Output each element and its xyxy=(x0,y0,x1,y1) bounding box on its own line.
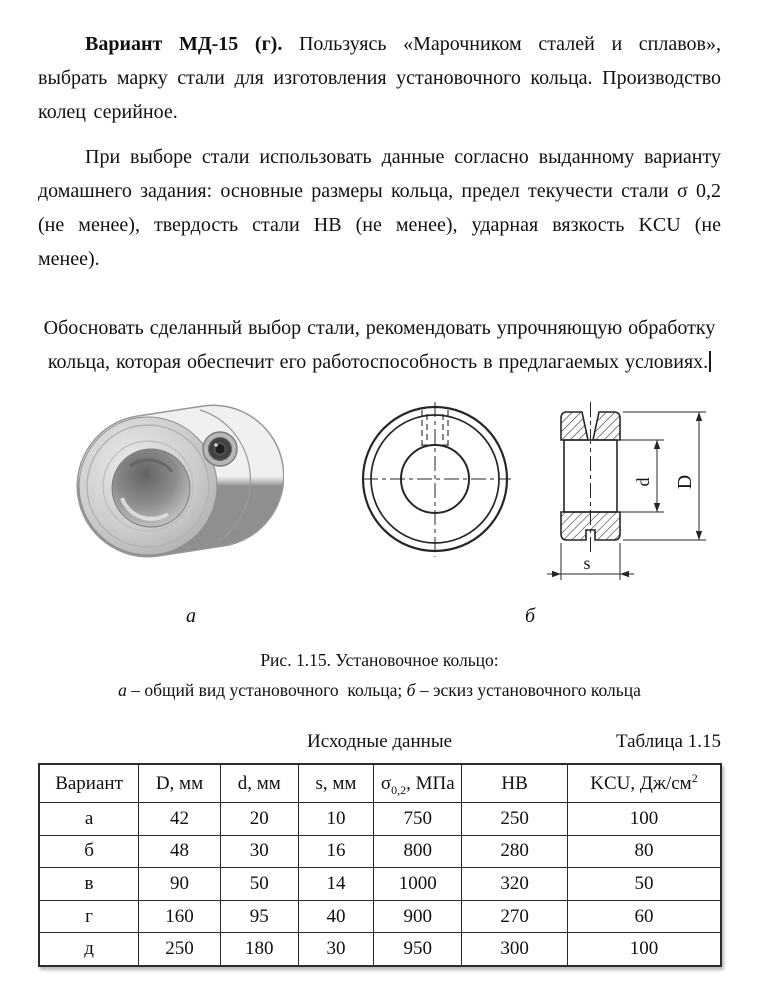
table-cell[interactable]: 40 xyxy=(298,900,374,933)
set-screw xyxy=(203,432,237,466)
paragraph-task-text[interactable]: Пользуясь «Марочником сталей и сплавов», выбрать марку стали для изготовления установочного кольца. Производство колец серийное. xyxy=(38,33,721,123)
table-cell[interactable]: 950 xyxy=(374,933,462,966)
column-header-sigma[interactable] xyxy=(374,764,462,803)
paragraph-justify-choice[interactable] xyxy=(38,311,721,379)
table-cell[interactable]: б xyxy=(39,835,139,868)
kcu-units: KCU, Дж/см xyxy=(590,772,692,794)
ring-sketch-image xyxy=(361,394,715,594)
section-view xyxy=(561,402,620,552)
table-cell[interactable]: 90 xyxy=(139,868,221,901)
variant-label[interactable]: Вариант МД-15 (г). xyxy=(85,33,283,55)
paragraph-task[interactable] xyxy=(38,27,721,129)
sigma-symbol: σ xyxy=(380,772,392,794)
table-cell[interactable]: 180 xyxy=(220,933,298,966)
table-row xyxy=(39,803,721,836)
caption-b-text: – эскиз установочного кольца xyxy=(415,680,641,700)
table-cell[interactable]: 16 xyxy=(298,835,374,868)
table-cell[interactable]: 42 xyxy=(139,803,221,836)
table-row xyxy=(39,835,721,868)
table-cell[interactable]: г xyxy=(39,900,139,933)
figure-caption[interactable] xyxy=(38,645,721,705)
table-cell[interactable]: 160 xyxy=(139,900,221,933)
figure-caption-title: Рис. 1.15. Установочное кольцо: xyxy=(260,650,499,670)
table-cell[interactable]: 250 xyxy=(462,803,568,836)
front-view xyxy=(363,402,511,557)
table-cell[interactable]: 80 xyxy=(567,835,721,868)
dim-label-D: D xyxy=(674,474,696,490)
ring-photo[interactable] xyxy=(72,392,284,599)
table-cell[interactable]: 30 xyxy=(220,835,298,868)
figure-label-b: б xyxy=(525,605,536,627)
table-number: Таблица 1.15 xyxy=(615,731,721,752)
column-header-s[interactable]: s, мм xyxy=(298,764,374,803)
table-cell[interactable]: 250 xyxy=(139,933,221,966)
sigma-subscript: 0,2 xyxy=(391,782,407,797)
table-cell[interactable]: 60 xyxy=(567,900,721,933)
table-cell[interactable]: в xyxy=(39,868,139,901)
caption-a-text: – общий вид установочного кольца; xyxy=(126,680,407,700)
ring-sketch[interactable] xyxy=(361,394,715,599)
table-cell[interactable]: 50 xyxy=(220,868,298,901)
column-header-d[interactable]: d, мм xyxy=(220,764,298,803)
paragraph-justify-choice-text[interactable]: Обосновать сделанный выбор стали, рекомендовать упрочняющую обработку кольца, которая обеспечит его работоспособность в предлагаемых условиях. xyxy=(43,317,716,373)
table-cell[interactable]: 100 xyxy=(567,933,721,966)
table-cell[interactable]: а xyxy=(39,803,139,836)
figure-label-a: а xyxy=(186,605,196,627)
table-cell[interactable]: 800 xyxy=(374,835,462,868)
table-heading-row xyxy=(38,731,721,759)
caption-b-label: б xyxy=(406,680,416,700)
table-row xyxy=(39,900,721,933)
sigma-units: , МПа xyxy=(406,772,455,794)
figure-1-15[interactable] xyxy=(38,392,721,637)
table-cell[interactable]: 48 xyxy=(139,835,221,868)
paragraph-conditions[interactable]: При выборе стали использовать данные согласно выданному варианту домашнего задания: основные размеры кольца, предел текучести стали σ 0,2 (не менее), твердость стали НВ (не менее), ударная вязкость KCU (не менее). xyxy=(38,146,721,270)
table-cell[interactable]: 95 xyxy=(220,900,298,933)
caption-a-label: а xyxy=(118,680,127,700)
table-row xyxy=(39,868,721,901)
table-cell[interactable]: 10 xyxy=(298,803,374,836)
table-cell[interactable]: 30 xyxy=(298,933,374,966)
table-cell[interactable]: 100 xyxy=(567,803,721,836)
ring-photo-image xyxy=(72,392,284,594)
table-cell[interactable]: 20 xyxy=(220,803,298,836)
table-row xyxy=(39,933,721,966)
column-header-variant[interactable]: Вариант xyxy=(39,764,139,803)
table-cell[interactable]: 50 xyxy=(567,868,721,901)
table-cell[interactable]: 320 xyxy=(462,868,568,901)
dim-label-d: d xyxy=(633,477,653,487)
table-cell[interactable]: 300 xyxy=(462,933,568,966)
text-cursor xyxy=(709,351,711,372)
data-table[interactable] xyxy=(38,763,722,967)
dim-label-s: s xyxy=(583,553,591,573)
table-cell[interactable]: 280 xyxy=(462,835,568,868)
column-header-KCU[interactable] xyxy=(567,764,721,803)
column-header-D[interactable]: D, мм xyxy=(139,764,221,803)
table-title: Исходные данные xyxy=(306,731,453,752)
table-cell[interactable]: 270 xyxy=(462,900,568,933)
table-cell[interactable]: 14 xyxy=(298,868,374,901)
collar-bore xyxy=(112,449,190,527)
table-cell[interactable]: д xyxy=(39,933,139,966)
kcu-superscript: 2 xyxy=(691,770,698,785)
column-header-HB[interactable]: НВ xyxy=(462,764,568,803)
table-cell[interactable]: 750 xyxy=(374,803,462,836)
table-cell[interactable]: 1000 xyxy=(374,868,462,901)
table-header-row xyxy=(39,764,721,803)
table-cell[interactable]: 900 xyxy=(374,900,462,933)
figure-caption-detail xyxy=(38,675,721,705)
